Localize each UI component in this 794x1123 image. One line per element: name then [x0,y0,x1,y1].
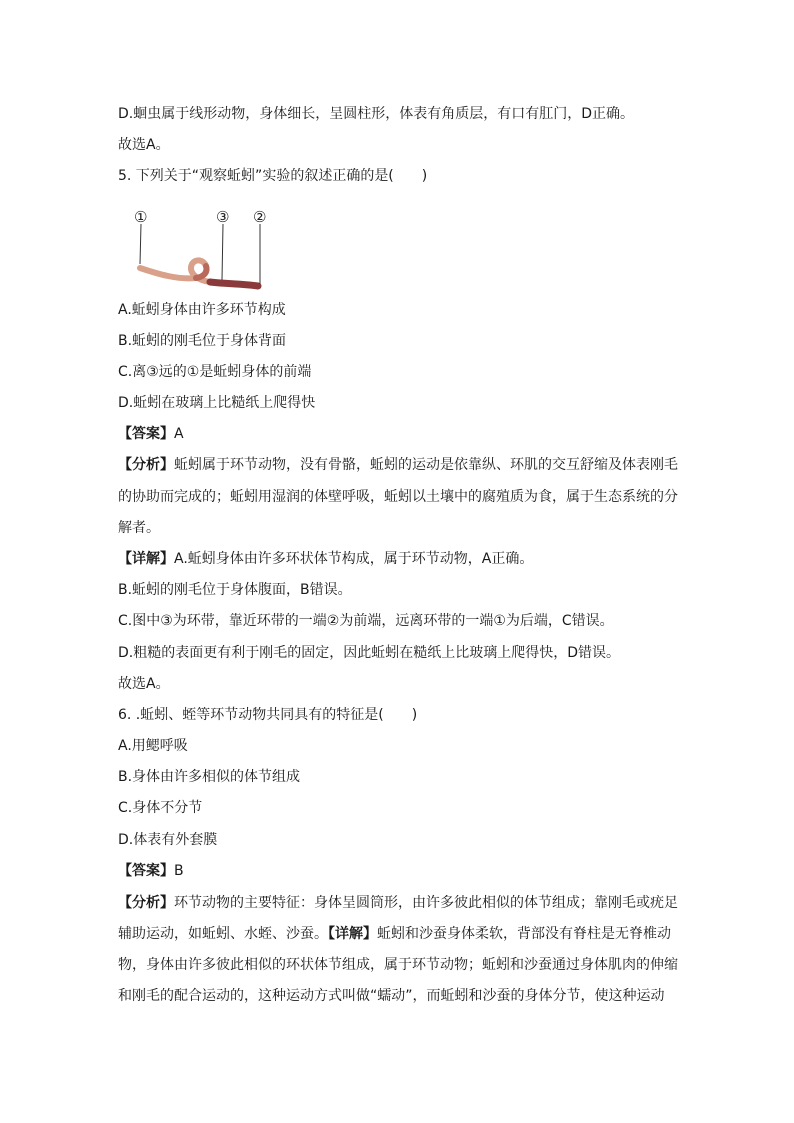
text-line: D.蛔虫属于线形动物，身体细长，呈圆柱形，体表有角质层，有口有肛门，D正确。 [118,106,635,122]
answer-line [118,424,184,444]
question-5: 5. 下列关于“观察蚯蚓”实验的叙述正确的是( ) [118,168,428,184]
option-b: B.蚯蚓的刚毛位于身体背面 [118,333,287,349]
answer-value: A [174,426,184,442]
analysis-line: 【分析】蚯蚓属于环节动物，没有骨骼，蚯蚓的运动是依靠纵、环肌的交互舒缩及体表刚毛 [118,457,678,473]
earthworm-figure [118,198,288,294]
answer-line [118,861,184,881]
text-line: 解者。 [118,520,160,536]
text-line: B.蚯蚓的刚毛位于身体腹面，B错误。 [118,582,352,598]
option-a: A.蚯蚓身体由许多环节构成 [118,302,286,318]
detail-tag: 【详解】 [118,551,174,567]
pointer-line-1 [140,224,141,264]
text-line: 的协助而完成的；蚯蚓用湿润的体壁呼吸，蚯蚓以土壤中的腐殖质为食，属于生态系统的分 [118,489,678,505]
analysis-tag: 【分析】 [118,457,174,473]
text-line: 物，身体由许多彼此相似的环状体节组成，属于环节动物；蚯蚓和沙蚕通过身体肌肉的伸缩 [118,957,678,973]
detail-line: 【详解】A.蚯蚓身体由许多环状体节构成，属于环节动物，A正确。 [118,551,534,567]
option-d: D.蚯蚓在玻璃上比糙纸上爬得快 [118,395,316,411]
analysis-line: 【分析】环节动物的主要特征：身体呈圆筒形，由许多彼此相似的体节组成；靠刚毛或疣足 [118,895,678,911]
answer-value: B [174,863,184,879]
option-c: C.离③远的①是蚯蚓身体的前端 [118,364,312,380]
answer-tag: 【答案】 [118,426,174,442]
clitellum [196,266,207,278]
pointer-line-3 [222,224,223,280]
option-d: D.体表有外套膜 [118,832,218,848]
earthworm-illustration [118,198,288,294]
text-line: 故选A。 [118,676,170,692]
answer-tag: 【答案】 [118,863,174,879]
earthworm-front-segment [210,282,258,286]
option-c: C.身体不分节 [118,800,203,816]
question-6: 6. .蚯蚓、蛭等环节动物共同具有的特征是( ) [118,707,418,723]
option-a: A.用鳃呼吸 [118,738,188,754]
label-1: ① [134,208,148,226]
analysis-tag: 【分析】 [118,895,174,911]
detail-tag: 【详解】 [328,926,377,942]
label-2: ② [253,208,267,226]
text-line: D.粗糙的表面更有利于刚毛的固定，因此蚯蚓在糙纸上比玻璃上爬得快，D错误。 [118,645,621,661]
text-line: 故选A。 [118,137,170,153]
option-b: B.身体由许多相似的体节组成 [118,769,301,785]
text-line: 辅助运动，如蚯蚓、水蛭、沙蚕。【详解】蚯蚓和沙蚕身体柔软，背部没有脊柱是无脊椎动 [118,926,671,942]
label-3: ③ [216,208,230,226]
text-line: C.图中③为环带，靠近环带的一端②为前端，远离环带的一端①为后端，C错误。 [118,613,614,629]
text-line: 和刚毛的配合运动的，这种运动方式叫做“蠕动”，而蚯蚓和沙蚕的身体分节，使这种运动 [118,988,665,1004]
